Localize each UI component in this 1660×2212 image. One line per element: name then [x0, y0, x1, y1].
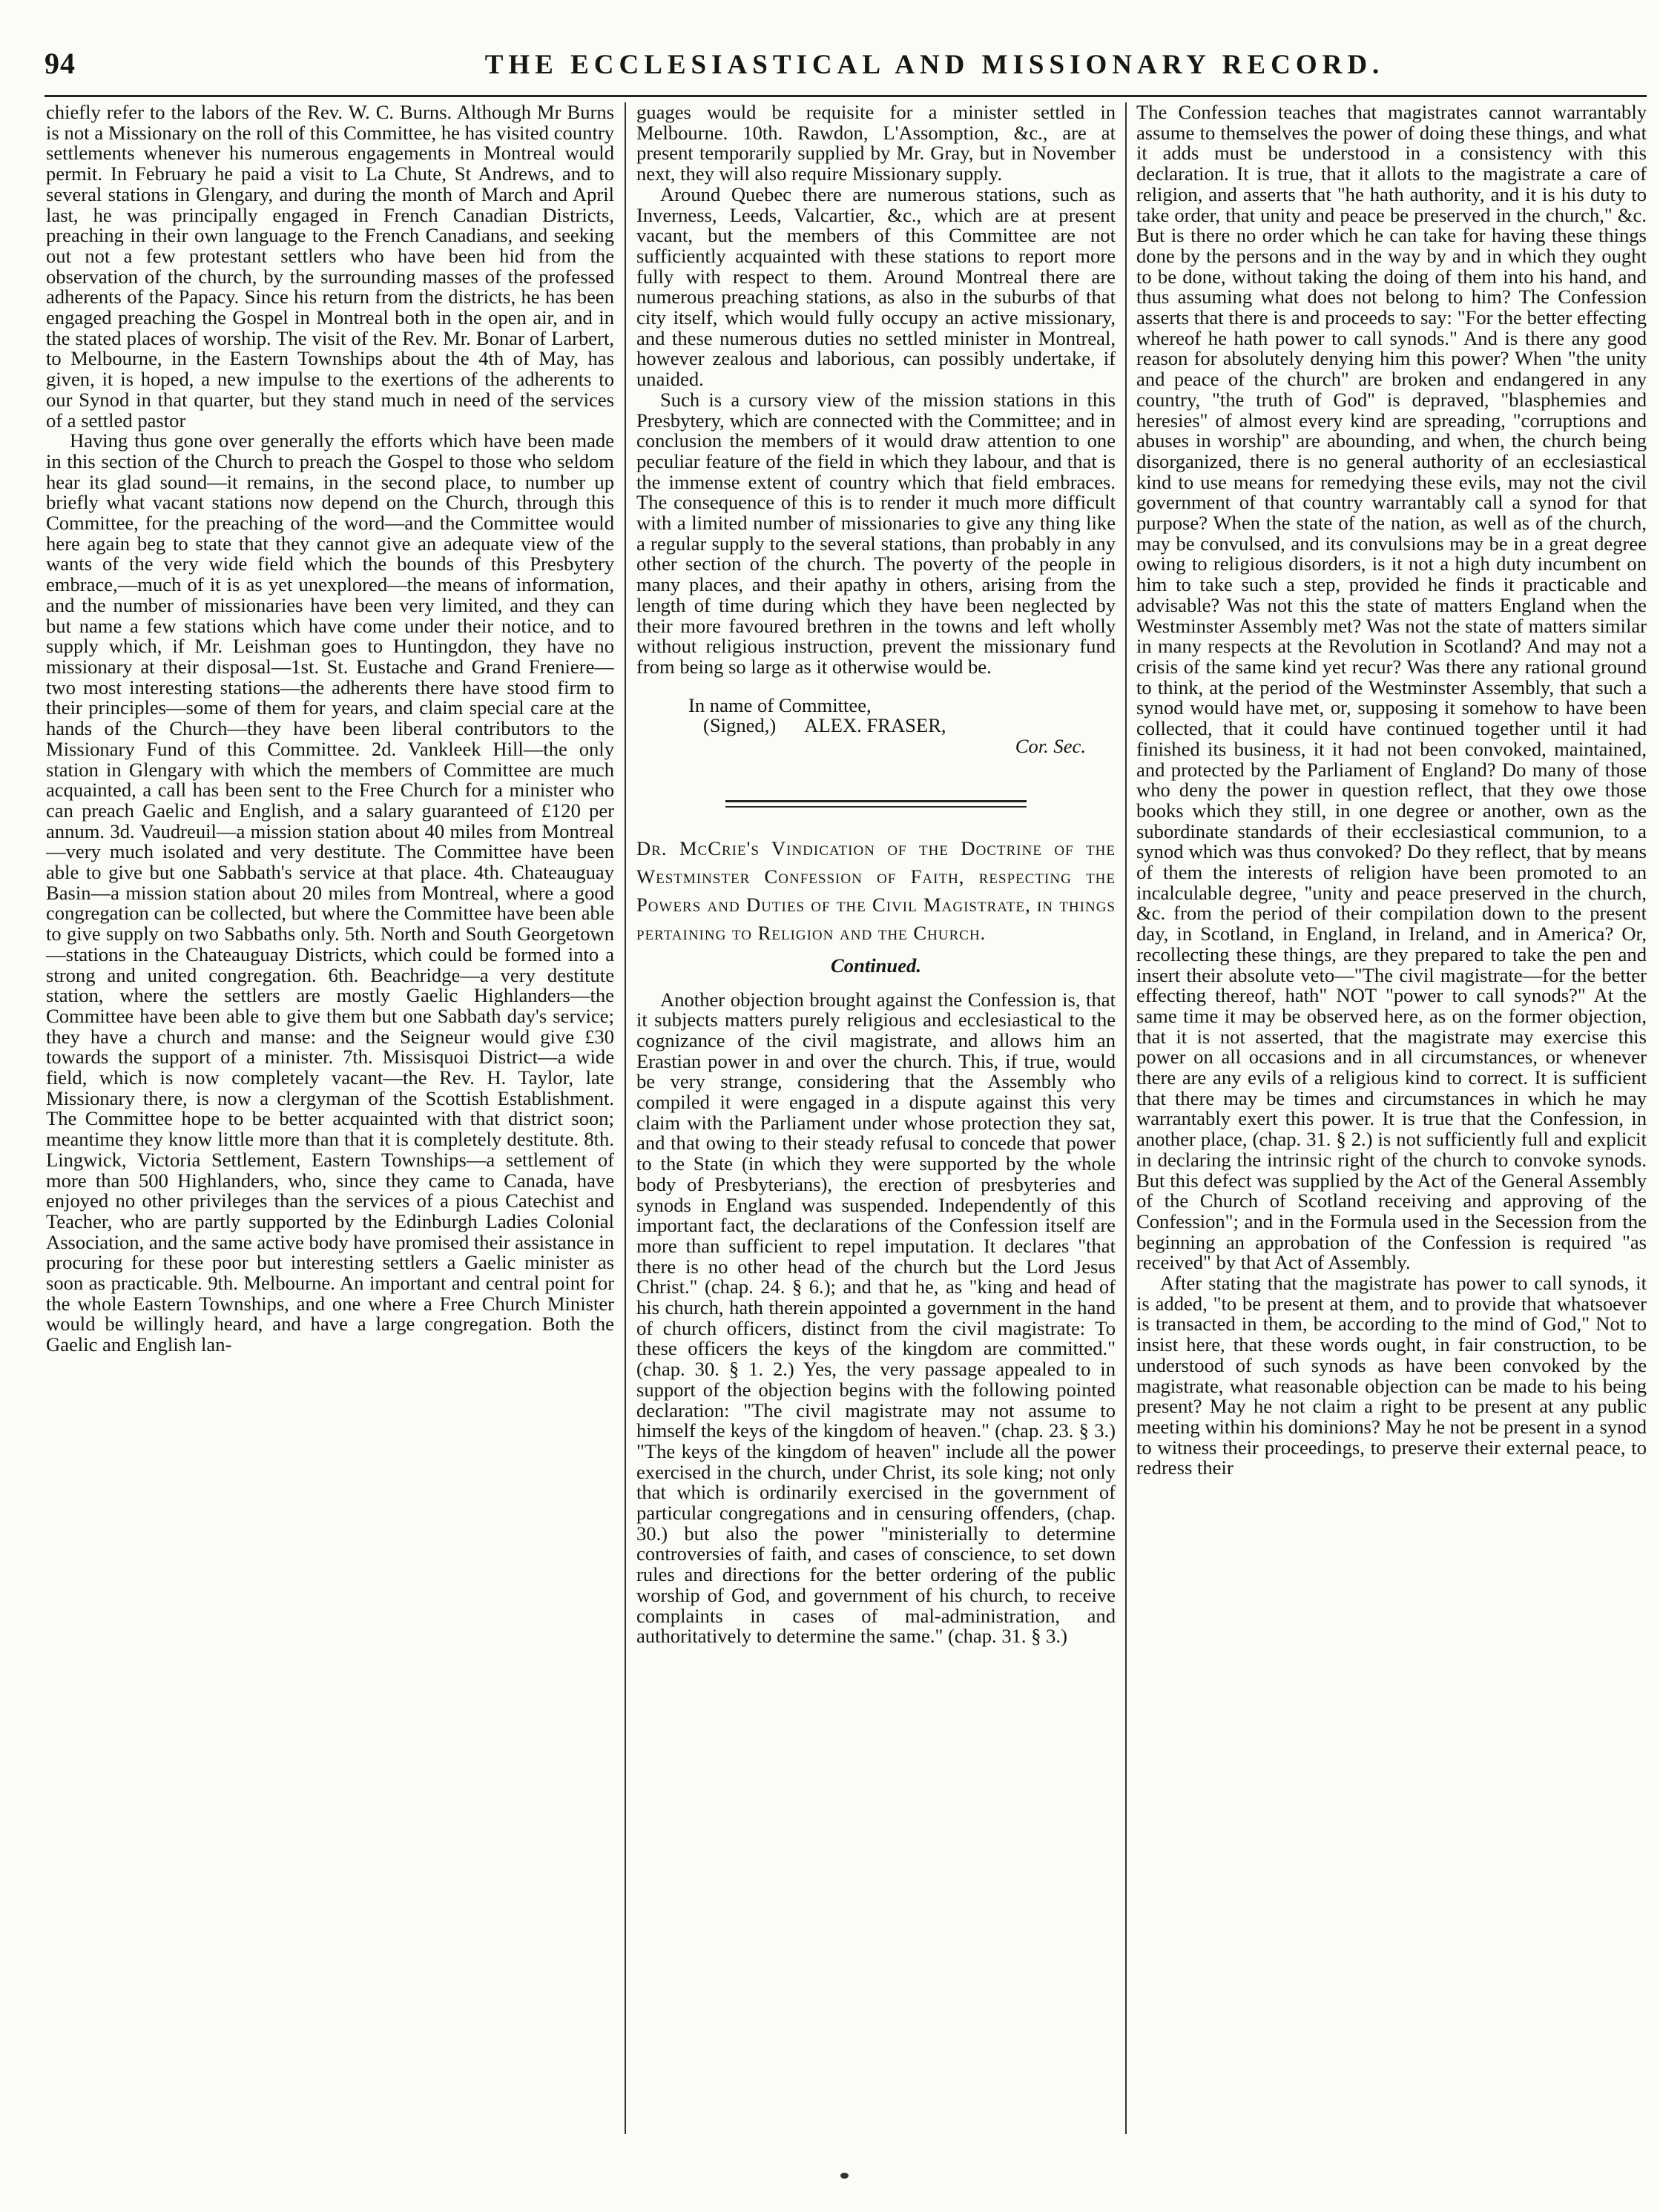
header-rule	[45, 95, 1647, 97]
paragraph: Such is a cursory view of the mission stations in this Presbytery, which are connected with the Committee; and in conclusion the members of it would draw attention to one peculiar feature of the field in which they labour, and that is the immense extent of country which that field embraces. The consequence of this is to render it much more difficult with a limited number of missionaries to give any thing like a regular supply to the several stations, than probably in any other section of the church. The poverty of the people in many places, and their apathy in others, arising from the length of time during which they have been neglected by their more favoured brethren in the towns and left wholly without religious instruction, prevent the missionary fund from being so large as it otherwise would be.	[636, 388, 1116, 678]
section-divider	[725, 800, 1027, 808]
column-divider	[625, 102, 626, 2134]
continued-label: Continued.	[831, 954, 921, 977]
paragraph: Around Quebec there are numerous stations, such as Inverness, Leeds, Valcartier, &c., which are at present vacant, but the members of this Committee are not sufficiently acquainted with these stations to report more fully with respect to them. Around Montreal there are numerous preaching stations, as also in the suburbs of that city itself, which would fully occupy an active missionary, and these numerous duties no settled minister in Montreal, however zealous and laborious, can possibly undertake, if unaided.	[636, 182, 1116, 391]
paragraph: Another objection brought against the Confession is, that it subjects matters purely religious and ecclesiastical to the cognizance of the civil magistrate, and allows him an Erastian power in and over the church. This, if true, would be very strange, considering that the Assembly who compiled it were engaged in a dispute against this very claim with the Parliament under whose protection they sat, and that owing to their steady refusal to concede that power to the State (in which they were supported by the whole body of Presbyterians), the erection of presbyteries and synods in England was suspended. Independently of this important fact, the declarations of the Confession itself are more than sufficient to repel imputation. It declares "that there is no other head of the church but the Lord Jesus Christ." (chap. 24. § 6.); and that he, as "king and head of his church, hath therein appointed a government in the hand of church officers, distinct from the civil magistrate: To these officers the keys of the kingdom are committed." (chap. 30. § 1. 2.) Yes, the very passage appealed to in support of the objection begins with the following pointed declaration: "The civil magistrate may not assume to himself the keys of the kingdom of heaven." (chap. 23. § 3.) "The keys of the kingdom of heaven" include all the power exercised in the church, under Christ, its sole king; not only that which is ordinarily exercised in the government of particular congregations and in censuring offenders, (chap. 30.) but also the power "ministerially to determine controversies of faith, and cases of conscience, to set down rules and directions for the better ordering of the public worship of God, and government of his church, to receive complaints in cases of mal-administration, and authoritatively to determine the same." (chap. 31. § 3.)	[636, 988, 1116, 1648]
signature-block	[636, 693, 1116, 758]
page-speck	[840, 2173, 849, 2179]
column-divider	[1125, 102, 1127, 2134]
paragraph: After stating that the magistrate has power to call synods, it is added, "to be present at them, and to provide that whatsoever is transacted in them, be according to the mind of God," Not to insist here, that these words ought, in fair construction, to be understood of such synods as have been convoked by the magistrate, what reasonable objection can be made to his being present? May he not claim a right to be present at any public meeting within his dominions? May he not be present in a synod to witness their proceedings, to preserve their external peace, to redress their	[1136, 1272, 1647, 1479]
article-title: Dr. McCrie's Vindication of the Doctrine of the Westminster Confession of Faith, respecting the Powers and Duties of the Civil Magistrate, in things pertaining to Religion and the Church.	[636, 836, 1116, 944]
page-number: 94	[45, 47, 76, 80]
paragraph: The Confession teaches that magistrates cannot warrantably assume to themselves the power of doing these things, and what it adds must be understood in a consistency with this declaration. It is true, that it allots to the magistrate a care of religion, and asserts that "he hath authority, and it is his duty to take order, that unity and peace be preserved in the church," &c. But is there no order which he can take for having these things done by the persons and in the way by and in which they ought to be done, without taking the doing of them into his hand, and thus assuming what does not belong to him? The Confession asserts that there is and proceeds to say: "For the better effecting whereof he hath power to call synods." And is there any good reason for absolutely denying him this power? When "the unity and peace of the church" are broken and endangered in any country, "the truth of God" is depraved, "blasphemies and heresies" of almost every kind are spreading, "corruptions and abuses in worship" are abounding, and when, the church being disorganized, there is no general authority of an ecclesiastical kind to use means for remedying these evils, may not the civil government of that country warrantably call a synod for that purpose? When the state of the nation, as well as of the church, may be convulsed, and its convulsions may be in a great degree owing to religious disorders, is it not a high duty incumbent on him to take such a step, provided he finds it practicable and advisable? Was not this the state of matters England when the Westminster Assembly met? Was not the state of matters similar in many respects at the Revolution in Scotland? And may not a crisis of the same kind yet recur? Was there any rational ground to think, at the period of the Westminster Assembly, that such a synod would have met, or, supposing it somehow to have been collected, that it could have continued together until it had finished its business, it it had not been convoked, maintained, and protected by the Parliament of England? Do many of those who deny the power in question reflect, that they owe those books which they still, in one degree or another, own as the subordinate standards of their ecclesiastical communion, to a synod which was thus convoked? Do they reflect, that by means of them the interests of religion have been promoted to an incalculable degree, "unity and peace preserved in the church, &c. from the period of their compilation down to the present day, in Scotland, in England, in Ireland, and in America? Or, recollecting these things, are they prepared to take the pen and insert their absolute veto—"The civil magistrate—for the better effecting thereof, hath" NOT "power to call synods?" At the same time it may be observed here, as on the former objection, that it is not asserted, that the magistrate may exercise this power on all occasions and in all circumstances, or whenever there are any evils of a religious kind to correct. It is sufficient that there may be times and circumstances in which he may warrantably exert this power. It is true that the Confession, in another place, (chap. 31. § 2.) is not sufficiently full and explicit in declaring the intrinsic right of the church to convoke synods. But this defect was supplied by the Act of the General Assembly of the Church of Scotland receiving and approving of the Confession"; and in the Formula used in the Secession from the beginning an approbation of the Confession is required "as received" by that Act of Assembly.	[1136, 102, 1647, 1274]
signature-line	[636, 716, 1116, 736]
paragraph: Having thus gone over generally the efforts which have been made in this section of the Church to preach the Gospel to those who seldom hear its glad sound—it remains, in the second place, to number up briefly what vacant stations now depend on the Church, through this Committee, for the preaching of the word—and the Committee would here again beg to state that they cannot give an adequate view of the wants of the very wide field which the bounds of this Presbytery embrace,—much of it is as yet unexplored—the means of information, and the number of missionaries have been very limited, and they can but name a few stations which have come under their notice, and to supply which, if Mr. Leishman goes to Huntingdon, they have no missionary at their disposal—1st. St. Eustache and Grand Freniere—two most interesting stations—the adherents there have stood firm to their principles—some of them for years, and claim special care at the hands of the Church—they have been liberal contributors to the Missionary Fund of this Committee. 2d. Vankleek Hill—the only station in Glengary with which the members of Committee are much acquainted, a call has been sent to the Free Church for a minister who can preach Gaelic and English, and a salary guaranteed of £120 per annum. 3d. Vaudreuil—a mission station about 40 miles from Montreal—very much isolated and very destitute. The Committee have been able to give but one Sabbath's service at that place. 4th. Chateauguay Basin—a mission station about 20 miles from Montreal, where a good congregation can be collected, but where the Committee have been able to give supply on two Sabbaths only. 5th. North and South Georgetown—stations in the Chateauguay Districts, which could be formed into a strong and united congregation. 6th. Beachridge—a very destitute station, where the settlers are mostly Gaelic Highlanders—the Committee have been able to give them but one Sabbath day's service; they have a church and manse: and the Seigneur would give £30 towards the support of a minister. 7th. Missisquoi District—a wide field, which is now completely vacant—the Rev. H. Taylor, late Missionary there, is now a clergyman of the Scottish Establishment. The Committee hope to be better acquainted with that district soon; meantime they know little more than that it is completely destitute. 8th. Lingwick, Victoria Settlement, Eastern Townships—a settlement of more than 500 Highlanders, who, since they came to Canada, have enjoyed no other privileges than the services of a pious Catechist and Teacher, who are partly supported by the Edinburgh Ladies Colonial Association, and the same active body have promised their assistance in procuring for these poor but interesting settlers a Gaelic minister as soon as practicable. 9th. Melbourne. An important and central point for the whole Eastern Townships, and one where a Free Church Minister would be willingly heard, and have a large congregation. Both the Gaelic and English lan-	[46, 429, 614, 1356]
signature-signed: (Signed,)	[703, 714, 777, 737]
running-head-title: THE ECCLESIASTICAL AND MISSIONARY RECORD.	[484, 50, 1385, 80]
text-column-middle	[636, 102, 1116, 2134]
signature-name: ALEX. FRASER,	[804, 714, 946, 737]
paragraph: guages would be requisite for a minister settled in Melbourne. 10th. Rawdon, L'Assomption, &c., are at present temporarily supplied by Mr. Gray, but in November next, they will also require Missionary supply.	[636, 102, 1116, 185]
signature-role: Cor. Sec.	[1015, 735, 1086, 758]
signature-intro: In name of Committee,	[688, 693, 872, 716]
paragraph: chiefly refer to the labors of the Rev. W. C. Burns. Although Mr Burns is not a Missionary on the roll of this Committee, he has visited country settlements whenever his numerous engagements in Montreal would permit. In February he paid a visit to La Chute, St Andrews, and to several stations in Glengary, and during the month of March and April last, he was principally engaged in French Canadian Districts, preaching in their own language to the French Canadians, and seeking out not a few protestant settlers who have been hid from the observation of the church, by the surrounding masses of the professed adherents of the Papacy. Since his return from the districts, he has been engaged preaching the Gospel in Montreal both in the open air, and in the stated places of worship. The visit of the Rev. Mr. Bonar of Larbert, to Melbourne, in the Eastern Townships about the 4th of May, has given, it is hoped, a new impulse to the exertions of the adherents to our Synod in that quarter, but they stand much in need of the services of a settled pastor	[46, 102, 614, 432]
text-column-left	[46, 102, 614, 2134]
text-column-right	[1136, 102, 1647, 2134]
